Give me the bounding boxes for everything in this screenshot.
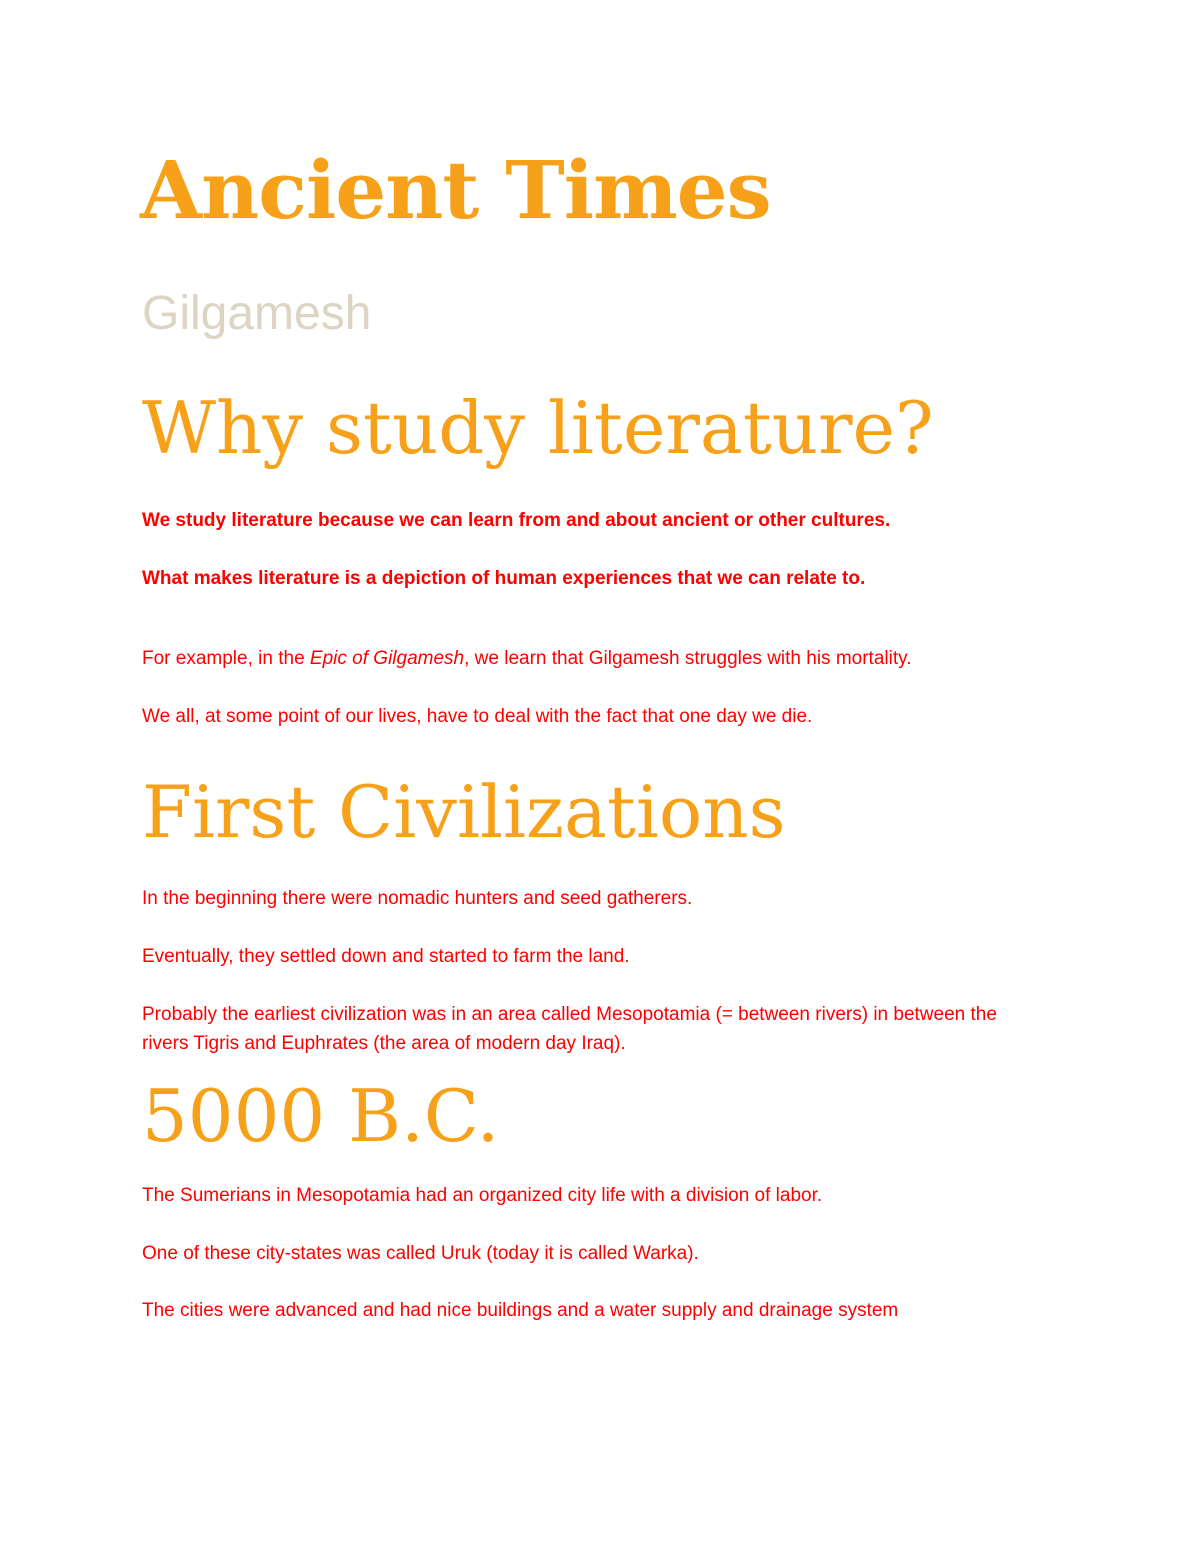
section-paragraph: What makes literature is a depiction of human experiences that we can relate to. [142, 568, 866, 589]
example-text-after: , we learn that Gilgamesh struggles with his mortality. [464, 648, 912, 669]
page-title: Ancient Times [140, 143, 771, 237]
example-text-before: For example, in the [142, 648, 310, 669]
section-paragraph: Eventually, they settled down and started to farm the land. [142, 946, 630, 967]
section-paragraph: The Sumerians in Mesopotamia had an organized city life with a division of labor. [142, 1185, 823, 1206]
section-heading-why-study: Why study literature? [142, 386, 934, 470]
closing-paragraph: We all, at some point of our lives, have to deal with the fact that one day we die. [142, 706, 813, 727]
section-heading-first-civilizations: First Civilizations [142, 770, 786, 854]
page-subtitle: Gilgamesh [142, 287, 372, 340]
section-paragraph: One of these city-states was called Uruk (today it is called Warka). [142, 1243, 699, 1264]
example-paragraph [142, 644, 1042, 673]
epic-title: Epic of Gilgamesh [309, 648, 465, 669]
section-paragraph: In the beginning there were nomadic hunters and seed gatherers. [142, 888, 693, 909]
section-paragraph: The cities were advanced and had nice buildings and a water supply and drainage system [142, 1300, 899, 1321]
section-heading-5000-bc: 5000 B.C. [142, 1074, 500, 1158]
section-paragraph: We study literature because we can learn from and about ancient or other cultures. [142, 510, 891, 531]
section-paragraph: Probably the earliest civilization was in an area called Mesopotamia (= between rivers) in between the rivers Tigris and Euphrates (the area of modern day Iraq). [142, 1004, 997, 1054]
